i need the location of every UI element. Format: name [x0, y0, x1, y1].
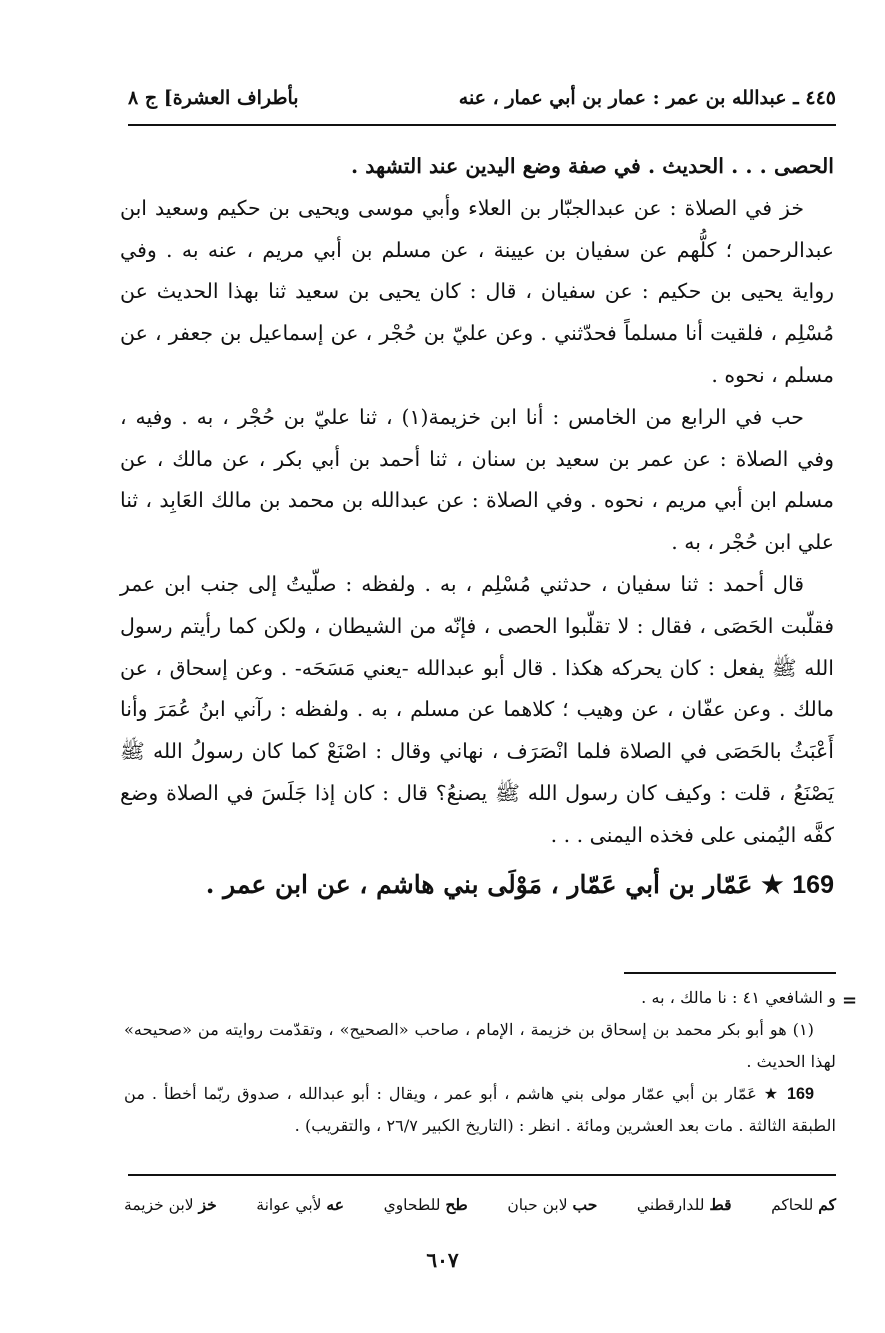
footnote-1: (١) هو أبو بكر محمد بن إسحاق بن خزيمة ، الإمام ، صاحب «الصحيح» ، وتقدّمت روايته من «صحيحه» لهذا الحديث .: [124, 1020, 836, 1071]
legend-item: قط للدارقطني: [636, 1194, 732, 1214]
header-rule: [128, 124, 836, 126]
legend-item: عه لأبي عوانة: [256, 1194, 344, 1214]
header-volume: بأطراف العشرة] ج ٨: [128, 87, 299, 109]
footnote-continuation: و الشافعي ٤١ : نا مالك ، به .: [641, 988, 836, 1007]
footnote-entry-number: 169: [786, 1085, 814, 1103]
entry-number: 169: [792, 870, 834, 899]
legend-item: حب لابن حبان: [507, 1194, 598, 1214]
footnote-rule: [624, 972, 836, 974]
paragraph-lead: الحصى . . . الحديث . في صفة وضع اليدين عند التشهد .: [350, 154, 834, 178]
main-text: [120, 146, 834, 907]
footnote-entry: [124, 1078, 836, 1142]
legend-item: كم للحاكم: [771, 1194, 836, 1214]
running-header: [128, 78, 836, 118]
page-number: ٦٠٧: [426, 1248, 459, 1272]
paragraph-khuzayma: خز في الصلاة : عن عبدالجبّار بن العلاء وأبي موسى ويحيى بن حكيم وسعيد ابن عبدالرحمن ؛ كلُّهم عن سفيان بن عيينة ، عن مسلم بن أبي مريم ، عنه به . وفي رواية يحيى بن حكيم : عن سفيان ، قال : كان يحيى بن سعيد ثنا بهذا الحديث عن مُسْلِم ، فلقيت أنا مسلماً فحدّثني . وعن عليّ بن حُجْر ، عن إسماعيل بن جعفر ، عن مسلم ، نحوه .: [120, 195, 834, 387]
legend-item: خز لابن خزيمة: [124, 1194, 217, 1214]
continuation-mark: =: [842, 990, 858, 1011]
header-section-title: ٤٤٥ ـ عبدالله بن عمر : عمار بن أبي عمار ، عنه: [458, 87, 836, 109]
footnote-entry-text: ★ عَمّار بن أبي عمّار مولى بني هاشم ، أبو عمر ، ويقال : أبو عبدالله ، صدوق ربّما أخطأ . من الطبقة الثالثة . مات بعد العشرين ومائة . انظر : (التاريخ الكبير ٢٦/٧ ، والتقريب) .: [124, 1084, 836, 1135]
paragraph-hibban: حب في الرابع من الخامس : أنا ابن خزيمة(١) ، ثنا عليّ بن حُجْر ، به . وفيه ، وفي الصلاة : عن عمر بن سعيد بن سنان ، ثنا أحمد بن أبي بكر ، عن مالك ، عن مسلم ابن أبي مريم ، نحوه . وفي الصلاة : عن عبدالله بن محمد بن مالك العَابِد ، ثنا علي ابن حُجْر ، به .: [120, 404, 834, 555]
entry-heading: [120, 863, 834, 907]
abbreviation-legend: [124, 1184, 836, 1224]
entry-title: ★ عَمّار بن أبي عَمّار ، مَوْلَى بني هاشم ، عن ابن عمر .: [205, 869, 784, 899]
legend-rule: [128, 1174, 836, 1176]
paragraph-ahmad: قال أحمد : ثنا سفيان ، حدثني مُسْلِم ، به . ولفظه : صلّيتُ إلى جنب ابن عمر فقلّبت الحَصَى ، فقال : لا تقلّبوا الحصى ، فإنّه من الشيطان ، ولكن كما رأيتم رسول الله ﷺ يفعل : كان يحركه هكذا . قال أبو عبدالله -يعني مَسَحَه- . وعن إسحاق ، عن مالك . وعن عفّان ، عن وهيب ؛ كلاهما عن مسلم ، به . ولفظه : رآني ابنُ عُمَرَ وأنا أَعْبَثُ بالحَصَى في الصلاة فلما انْصَرَف ، نهاني وقال : اصْنَعْ كما كان رسولُ الله ﷺ يَصْنَعُ ، قلت : وكيف كان رسول الله ﷺ يصنعُ؟ قال : كان إذا جَلَسَ في الصلاة وضع كفَّه اليُمنى على فخذه اليمنى . . .: [120, 571, 834, 847]
legend-item: طح للطحاوي: [383, 1194, 468, 1214]
footnotes: [124, 982, 836, 1142]
